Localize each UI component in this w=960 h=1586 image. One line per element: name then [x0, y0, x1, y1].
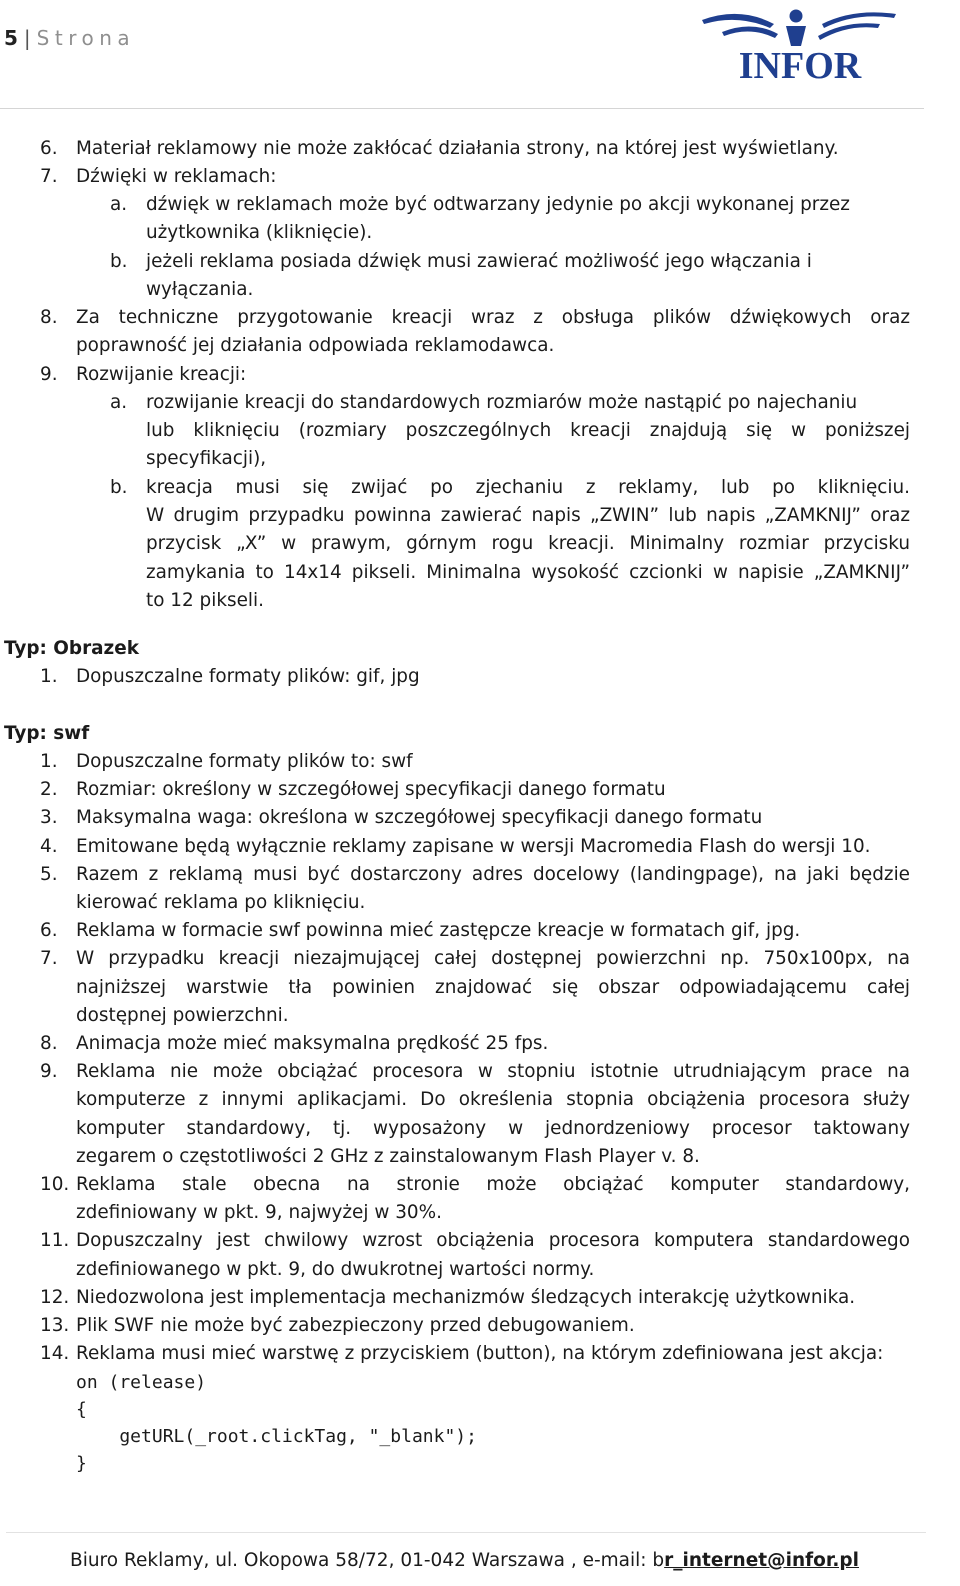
list-item-continuation: najniższej warstwie tła powinien znajdować się obszar odpowiadającemu całej	[76, 976, 910, 998]
list-item-continuation: komputer standardowy, tj. wyposażony w jednordzeniowy procesor taktowany	[76, 1117, 910, 1139]
sub-list-item-continuation: zamykania to 14x14 pikseli. Minimalna wysokość czcionki w napisie „ZAMKNIJ”	[146, 562, 910, 583]
code-line: getURL(_root.clickTag, "_blank");	[76, 1426, 477, 1448]
list-item: 6. Reklama w formacie swf powinna mieć zastępcze kreacje w formatach gif, jpg.	[40, 920, 801, 942]
sub-list-item: b. jeżeli reklama posiada dźwięk musi zawierać możliwość jego włączania i	[110, 251, 812, 272]
logo-text: INFOR	[738, 45, 862, 84]
list-item-continuation: komputerze z innymi aplikacjami. Do określenia stopnia obciążenia procesora służy	[76, 1089, 910, 1111]
sub-list-item-continuation: wyłączania.	[146, 279, 254, 300]
sub-list-item-continuation: przycisk „X” w prawym, górnym rogu kreacji. Minimalny rozmiar przycisku	[146, 533, 910, 554]
code-line: }	[76, 1453, 87, 1475]
code-line: {	[76, 1399, 87, 1421]
sub-list-item: a. rozwijanie kreacji do standardowych rozmiarów może nastąpić po najechaniu	[110, 392, 858, 413]
footer-divider	[6, 1532, 926, 1533]
code-line: on (release)	[76, 1372, 207, 1394]
page-header	[4, 26, 135, 50]
list-item: 5. Razem z reklamą musi być dostarczony adres docelowy (landingpage), na jaki będzie	[40, 863, 910, 885]
list-item-continuation: poprawność jej działania odpowiada reklamodawca.	[76, 335, 555, 356]
list-item: 1. Dopuszczalne formaty plików to: swf	[40, 751, 413, 772]
list-item: 12. Niedozwolona jest implementacja mechanizmów śledzących interakcję użytkownika.	[40, 1286, 856, 1308]
list-item: 7. Dźwięki w reklamach:	[40, 166, 277, 187]
list-item-continuation: dostępnej powierzchni.	[76, 1004, 289, 1026]
list-item: 8. Za techniczne przygotowanie kreacji wraz z obsługa plików dźwiękowych oraz	[40, 307, 910, 328]
list-item-continuation: zegarem o częstotliwości 2 GHz z zainstalowanym Flash Player v. 8.	[76, 1145, 700, 1167]
list-item-continuation: zdefiniowanego w pkt. 9, do dwukrotnej wartości normy.	[76, 1258, 595, 1280]
list-item: 10. Reklama stale obecna na stronie może obciążać komputer standardowy,	[40, 1174, 910, 1195]
list-item: 14. Reklama musi mieć warstwę z przyciskiem (button), na którym zdefiniowana jest akcja:	[40, 1343, 884, 1365]
section-heading: Typ: swf	[4, 723, 90, 744]
footer	[70, 1550, 859, 1571]
sub-list-item-continuation: lub kliknięciu (rozmiary poszczególnych kreacji znajdują się w poniższej	[146, 420, 910, 441]
list-item: 8. Animacja może mieć maksymalna prędkość 25 fps.	[40, 1033, 549, 1054]
sub-list-item: a. dźwięk w reklamach może być odtwarzany jedynie po akcji wykonanej przez	[110, 194, 850, 215]
sub-list-item-continuation: W drugim przypadku powinna zawierać napis „ZWIN” lub napis „ZAMKNIJ” oraz	[146, 505, 910, 526]
list-item: 7. W przypadku kreacji niezajmującej całej dostępnej powierzchni np. 750x100px, na	[40, 948, 910, 970]
sub-list-item-continuation: specyfikacji),	[146, 448, 267, 469]
sub-list-item-continuation: użytkownika (kliknięcie).	[146, 222, 373, 243]
list-item: 11. Dopuszczalny jest chwilowy wzrost obciążenia procesora komputera standardowego	[40, 1230, 910, 1252]
list-item: 4. Emitowane będą wyłącznie reklamy zapisane w wersji Macromedia Flash do wersji 10.	[40, 835, 871, 857]
header-divider	[0, 108, 924, 109]
list-item: 9. Reklama nie może obciążać procesora w stopniu istotnie utrudniającym prace na	[40, 1061, 910, 1083]
page-word: Strona	[36, 26, 136, 50]
list-item: 2. Rozmiar: określony w szczegółowej specyfikacji danego formatu	[40, 779, 666, 801]
list-item: 9. Rozwijanie kreacji:	[40, 364, 247, 385]
footer-email[interactable]: r_internet@infor.pl	[664, 1550, 859, 1571]
section-heading: Typ: Obrazek	[4, 638, 139, 659]
header-separator: |	[23, 26, 31, 50]
sub-list-item-continuation: to 12 pikseli.	[146, 590, 264, 611]
footer-address: Biuro Reklamy, ul. Okopowa 58/72, 01-042 Warszawa , e-mail: b	[70, 1550, 665, 1571]
list-item: 1. Dopuszczalne formaty plików: gif, jpg	[40, 666, 420, 687]
list-item: 6. Materiał reklamowy nie może zakłócać działania strony, na której jest wyświetlany.	[40, 138, 839, 159]
list-item-continuation: kierować reklama po kliknięciu.	[76, 892, 366, 913]
list-item: 3. Maksymalna waga: określona w szczegółowej specyfikacji danego formatu	[40, 807, 763, 829]
list-item: 13. Plik SWF nie może być zabezpieczony przed debugowaniem.	[40, 1315, 635, 1336]
sub-list-item: b. kreacja musi się zwijać po zjechaniu z reklamy, lub po kliknięciu.	[110, 477, 910, 498]
infor-logo	[700, 2, 900, 84]
list-item-continuation: zdefiniowany w pkt. 9, najwyżej w 30%.	[76, 1202, 442, 1224]
page-number: 5	[4, 26, 18, 50]
